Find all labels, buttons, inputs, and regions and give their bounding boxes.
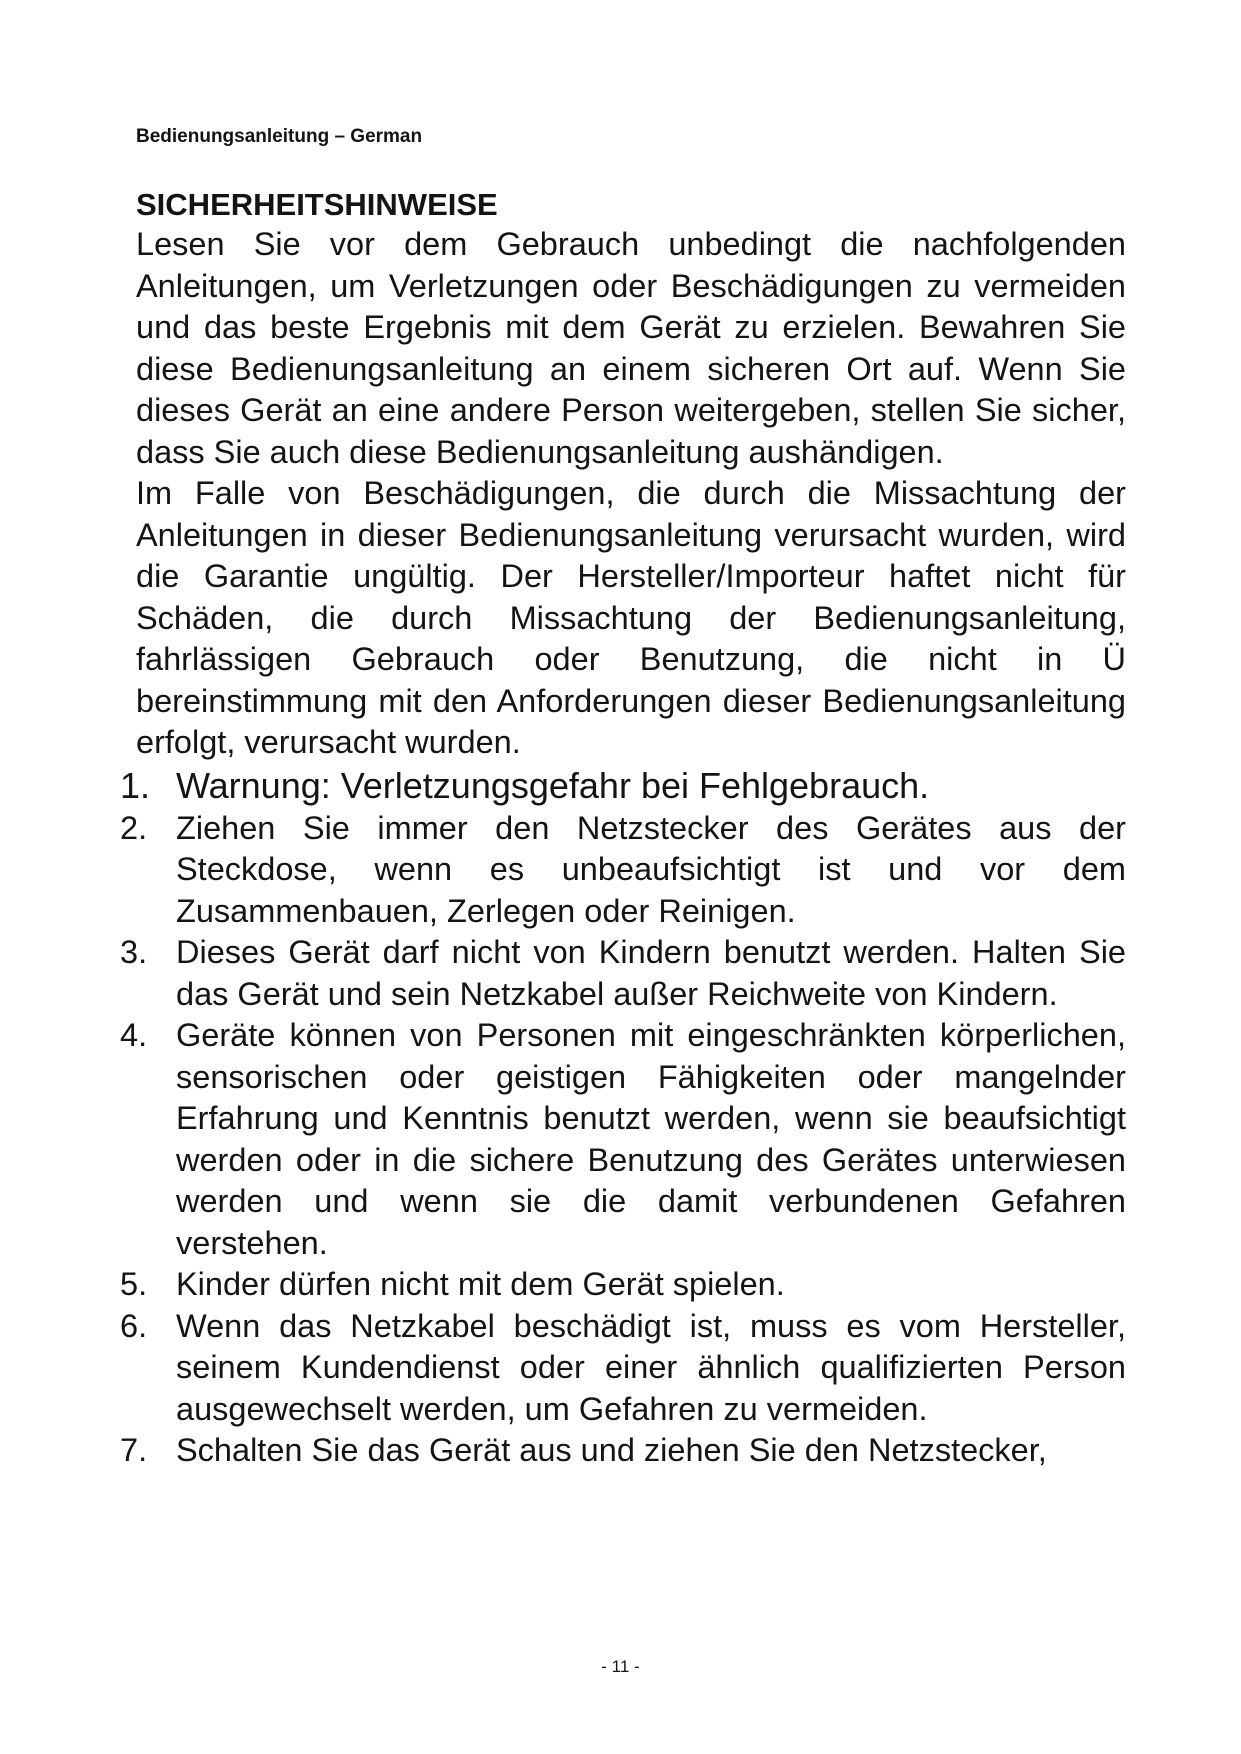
- list-item: [120, 1306, 1126, 1431]
- list-item-number: 5.: [120, 1266, 148, 1302]
- section-title: SICHERHEITSHINWEISE: [136, 187, 498, 222]
- document-header: Bedienungsanleitung – German: [136, 126, 423, 147]
- list-item-number: 4.: [120, 1017, 148, 1053]
- list-item: [120, 932, 1126, 1015]
- list-item-text: Ziehen Sie immer den Netzstecker des Gerätes aus der Steckdose, wenn es unbeaufsichtigt ist und vor dem Zusammenbauen, Zerlegen oder Reinigen.: [176, 809, 1126, 929]
- list-item-number: 3.: [120, 934, 148, 970]
- list-item-number: 6.: [120, 1307, 148, 1344]
- list-item-text: Warnung: Verletzungsgefahr bei Fehlgebrauch.: [176, 764, 930, 806]
- list-item: [120, 1015, 1126, 1264]
- list-item-text: Wenn das Netzkabel beschädigt ist, muss es vom Hersteller, seinem Kundendienst oder einer ähnlich qualifizierten Person ausgewechselt werden, um Gefahren zu vermeiden.: [176, 1307, 1126, 1427]
- list-item: [120, 1430, 1126, 1472]
- list-item-number: 1.: [120, 764, 151, 806]
- list-item: [120, 808, 1126, 933]
- list-item-number: 7.: [120, 1432, 148, 1468]
- list-item: [120, 764, 1126, 808]
- list-item-text: Geräte können von Personen mit eingeschränkten körperlichen, sensorischen oder geistigen Fähigkeiten oder mangelnder Erfahrung und Kenntnis benutzt werden, wenn sie beaufsichtigt werden oder in die sichere Benutzung des Gerätes unterwiesen werden und wenn sie die damit verbundenen Gefahren verstehen.: [176, 1017, 1126, 1261]
- list-item: [120, 1264, 1126, 1306]
- page-number: - 11 -: [601, 1657, 640, 1676]
- liability-paragraph: Im Falle von Beschädigungen, die durch die Missachtung der Anleitungen in dieser Bedienungsanleitung verursacht wurden, wird die Garantie ungültig. Der Hersteller/Importeur haftet nicht für Schäden, die durch Missachtung der Bedienungsanleitung, fahrlässigen Gebrauch oder Benutzung, die nicht in Ü bereinstimmung mit den Anforderungen dieser Bedienungsanleitung erfolgt, verursacht wurden.: [136, 475, 1126, 760]
- list-item-text: Schalten Sie das Gerät aus und ziehen Sie den Netzstecker,: [176, 1432, 1047, 1468]
- safety-list: [120, 764, 1126, 1472]
- list-item-text: Dieses Gerät darf nicht von Kindern benutzt werden. Halten Sie das Gerät und sein Netzkabel außer Reichweite von Kindern.: [176, 934, 1126, 1012]
- list-item-text: Kinder dürfen nicht mit dem Gerät spielen.: [176, 1266, 785, 1302]
- intro-paragraph: Lesen Sie vor dem Gebrauch unbedingt die nachfolgenden Anleitungen, um Verletzungen oder Beschädigungen zu vermeiden und das beste Ergebnis mit dem Gerät zu erzielen. Bewahren Sie diese Bedienungsanleitung an einem sicheren Ort auf. Wenn Sie dieses Gerät an eine andere Person weitergeben, stellen Sie sicher, dass Sie auch diese Bedienungsanleitung aushändigen.: [136, 226, 1126, 470]
- list-item-number: 2.: [120, 809, 148, 846]
- page-content: [120, 186, 1126, 1472]
